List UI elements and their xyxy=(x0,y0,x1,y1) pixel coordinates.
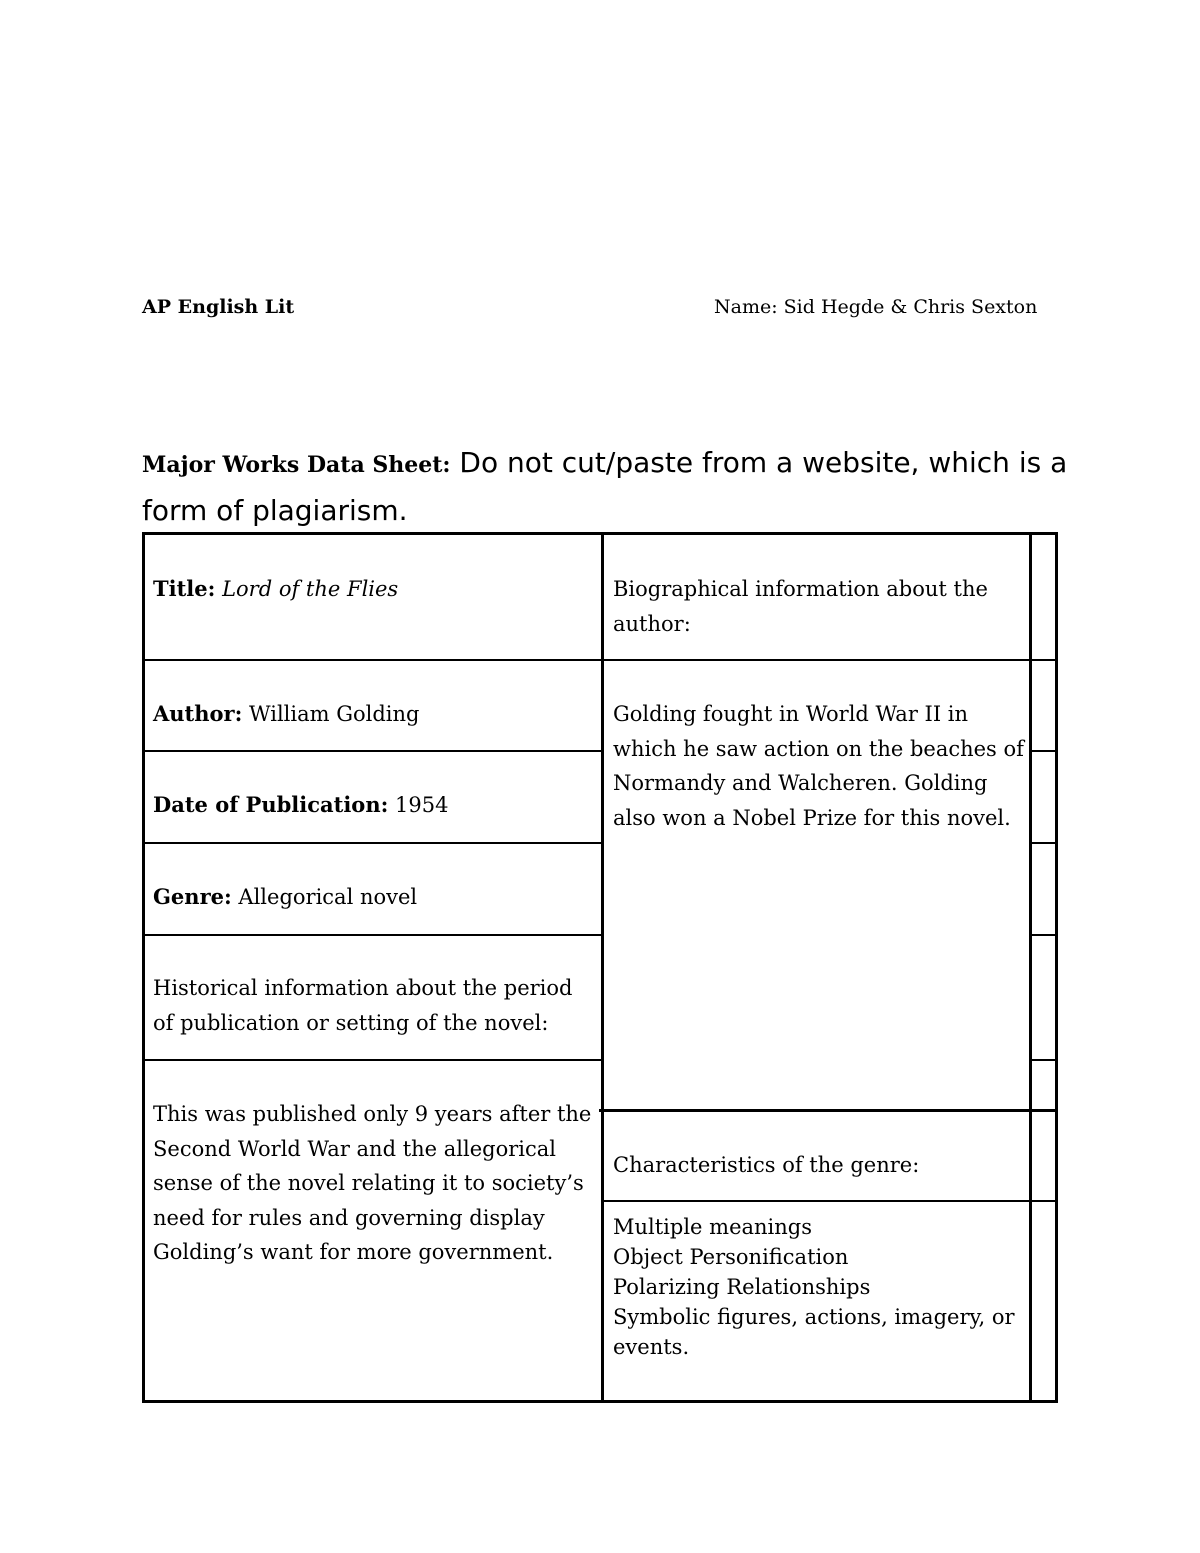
row-divider xyxy=(599,1109,1058,1112)
historical-label: Historical information about the period of publication or setting of the novel: xyxy=(153,976,573,1035)
date-value: 1954 xyxy=(388,793,449,817)
row-divider xyxy=(142,750,604,752)
genre-value: Allegorical novel xyxy=(231,885,418,909)
row-divider xyxy=(142,659,604,661)
characteristic-item: Object Personification xyxy=(613,1245,849,1269)
row-divider xyxy=(142,842,604,844)
narrow-row-divider xyxy=(1029,750,1058,752)
author-cell xyxy=(153,697,593,732)
student-name: Name: Sid Hegde & Chris Sexton xyxy=(714,296,1038,318)
column-divider-narrow xyxy=(1029,532,1032,1403)
table-border-bottom xyxy=(142,1400,1058,1403)
title-label: Title: xyxy=(153,576,216,601)
author-label: Author: xyxy=(153,701,243,726)
characteristic-item: Polarizing Relationships xyxy=(613,1275,871,1299)
bio-text: Golding fought in World War II in which he saw action on the beaches of Normandy and Walcheren. Golding also won a Nobel Prize for this novel. xyxy=(613,702,1024,830)
narrow-row-divider xyxy=(1029,842,1058,844)
row-divider xyxy=(142,1059,604,1061)
table-border-right xyxy=(1055,532,1058,1403)
title-cell xyxy=(153,572,593,607)
narrow-row-divider xyxy=(1029,934,1058,936)
row-divider xyxy=(142,934,604,936)
row-divider xyxy=(601,1200,1058,1202)
course-heading: AP English Lit xyxy=(142,296,295,318)
bio-label: Biographical information about the author: xyxy=(613,577,988,636)
date-cell xyxy=(153,788,593,823)
author-value: William Golding xyxy=(242,702,420,726)
historical-text: This was published only 9 years after the Second World War and the allegorical sense of the novel relating it to society’s need for rules and governing display Golding’s want for more government. xyxy=(153,1102,592,1264)
title-value: Lord of the Flies xyxy=(222,577,399,601)
column-divider xyxy=(601,532,604,1403)
date-label: Date of Publication: xyxy=(153,792,389,817)
row-divider xyxy=(601,659,1058,661)
genre-label: Genre: xyxy=(153,884,232,909)
characteristics-label: Characteristics of the genre: xyxy=(613,1153,920,1177)
narrow-row-divider xyxy=(1029,1059,1058,1061)
characteristic-item: Multiple meanings xyxy=(613,1215,813,1239)
sheet-label: Major Works Data Sheet: xyxy=(142,452,451,478)
table-border-left xyxy=(142,532,145,1403)
table-border-top xyxy=(142,532,1058,535)
characteristics-list xyxy=(613,1212,1025,1362)
genre-cell xyxy=(153,880,593,915)
sheet-instruction: Do not cut/paste from a website, which is a form of plagiarism. xyxy=(142,446,1068,527)
characteristic-item: Symbolic figures, actions, imagery, or events. xyxy=(613,1305,1015,1359)
